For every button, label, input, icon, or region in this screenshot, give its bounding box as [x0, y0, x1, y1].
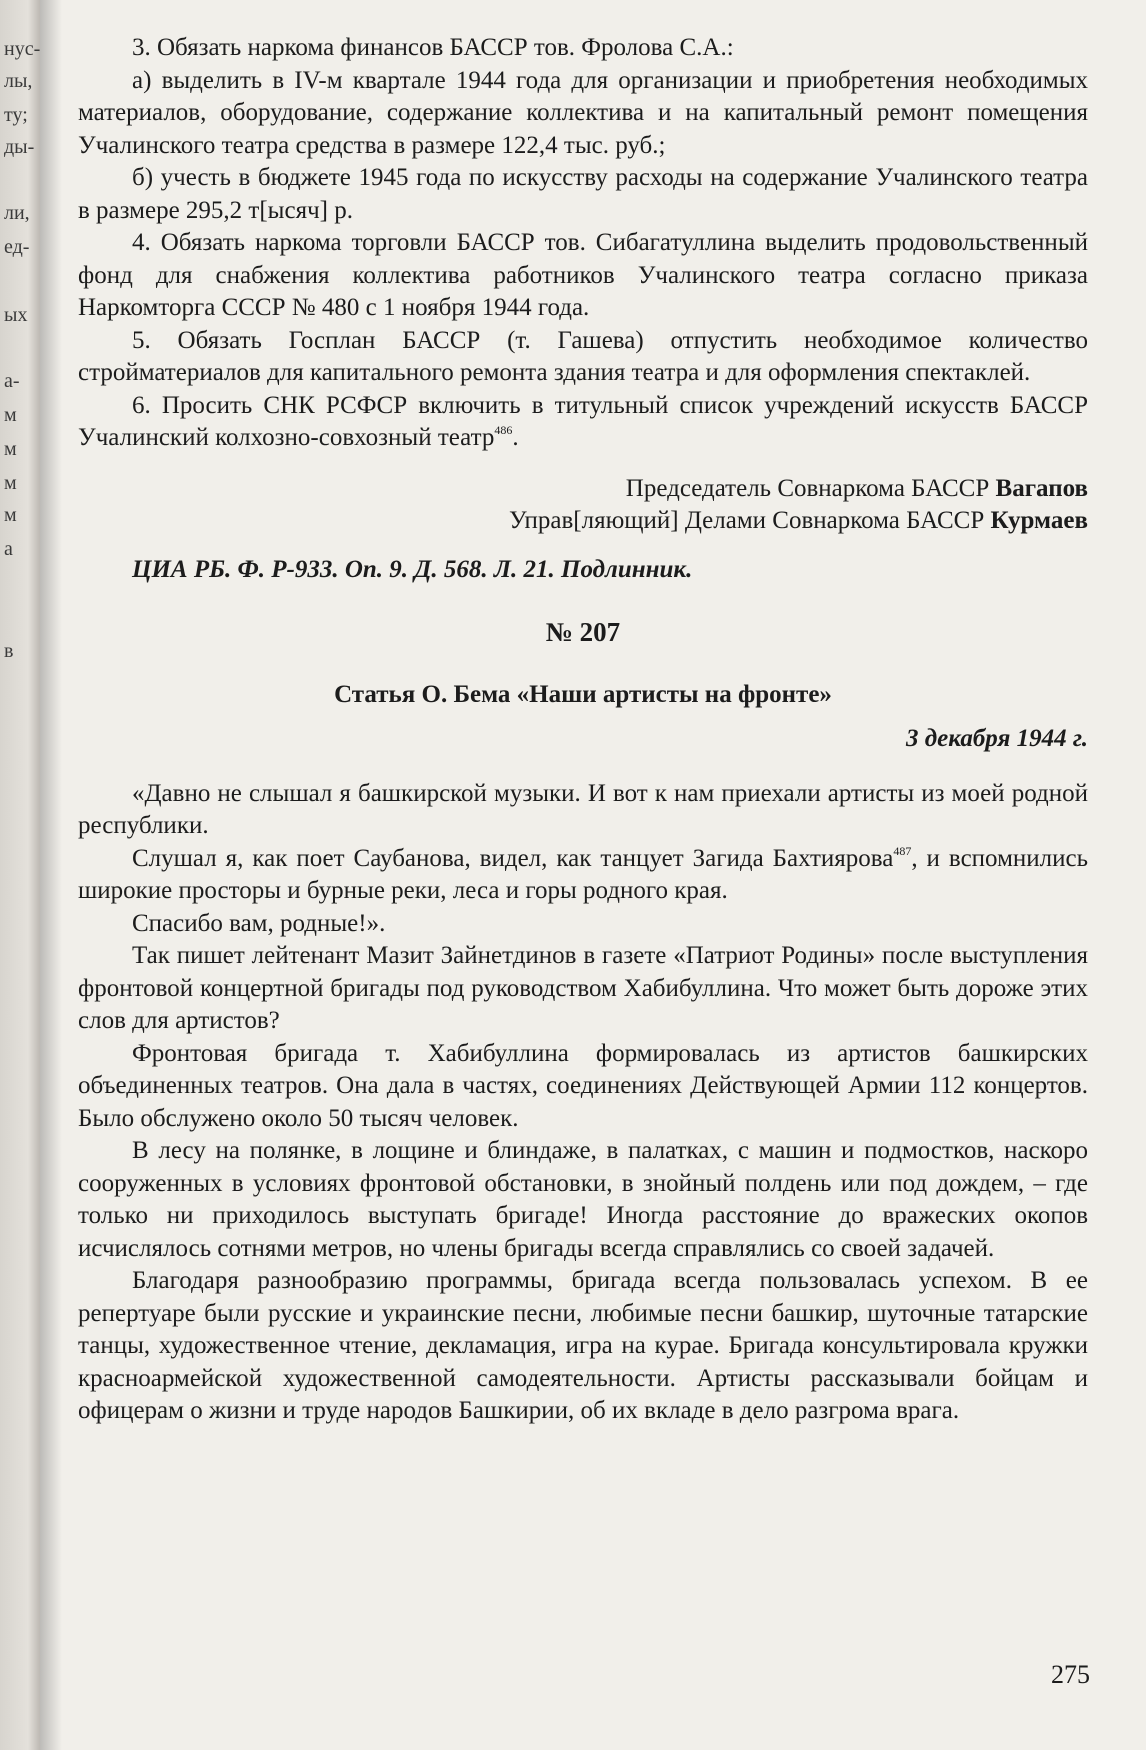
- footnote-marker: 486: [494, 423, 513, 437]
- page-text: [78, 32, 1088, 1428]
- footnote-marker: 487: [893, 843, 912, 858]
- paragraph-end: .: [512, 424, 519, 451]
- margin-fragment: а: [4, 538, 13, 560]
- margin-fragment: лы,: [4, 70, 33, 92]
- margin-fragment: м: [4, 404, 17, 426]
- paragraph: а) выделить в IV-м квартале 1944 года для организации и приобретения необходимых материалов, оборудование, содержание коллектива и на капитальный ремонт помещения Учалинского театра средства в размере 122,4 тыс. руб.;: [78, 66, 1088, 159]
- paragraph: 5. Обязать Госплан БАССР (т. Гашева) отпустить необходимое количество стройматериалов для капитального ремонта здания театра и для оформления спектаклей.: [78, 326, 1088, 386]
- margin-fragment: м: [4, 438, 17, 460]
- archive-reference: ЦИА РБ. Ф. Р-933. Оп. 9. Д. 568. Л. 21. Подлинник.: [132, 555, 693, 583]
- document-number: № 207: [545, 617, 621, 647]
- signature-line: [78, 505, 1088, 538]
- paragraph: б) учесть в бюджете 1945 года по искусству расходы на содержание Учалинского театра в размере 295,2 т[ысяч] р.: [78, 164, 1088, 224]
- paragraph: 4. Обязать наркома торговли БАССР тов. Сибагатуллина выделить продовольственный фонд для снабжения коллектива работников Учалинского театра согласно приказа Наркомторга СССР № 480 с 1 ноября 1944 года.: [78, 229, 1088, 321]
- page-number: 275: [1051, 1660, 1090, 1689]
- margin-fragment: ед-: [4, 236, 30, 258]
- margin-fragment: м: [4, 472, 17, 494]
- paragraph: Фронтовая бригада т. Хабибуллина формировалась из артистов башкирских объединенных театров. Она дала в частях, соединениях Действующей Армии 112 концертов. Было обслужено около 50 тысяч человек.: [78, 1039, 1088, 1132]
- paragraph: [78, 390, 1088, 455]
- margin-fragment: ли,: [4, 202, 30, 224]
- paragraph: В лесу на полянке, в лощине и блиндаже, в палатках, с машин и подмостков, наскоро сооруженных в условиях фронтовой обстановки, в знойный полдень или под дождем, – где только ни приходилось выступать бригаде! Иногда расстояние до вражеских окопов исчислялось сотнями метров, но члены бригады всегда справлялись со своей задачей.: [78, 1137, 1088, 1262]
- paragraph: Благодаря разнообразию программы, бригада всегда пользовалась успехом. В ее репертуаре были русские и украинские песни, любимые песни башкир, шуточные татарские танцы, художественное чтение, декламация, игра на курае. Бригада консультировала кружки красноармейской художественной самодеятельности. Артисты рассказывали бойцам и офицерам о жизни и труде народов Башкирии, об их вкладе в дело разгрома врага.: [78, 1267, 1088, 1424]
- paragraph: 3. Обязать наркома финансов БАССР тов. Фролова С.А.:: [132, 34, 734, 61]
- document-date: 3 декабря 1944 г.: [906, 725, 1088, 752]
- paragraph: [78, 843, 1088, 908]
- margin-fragment: нус-: [4, 38, 40, 60]
- paragraph: «Давно не слышал я башкирской музыки. И вот к нам приехали артисты из моей родной республики.: [78, 779, 1088, 839]
- margin-fragment: ту;: [4, 104, 28, 126]
- signature-line: [78, 473, 1088, 506]
- document-title: Статья О. Бема «Наши артисты на фронте»: [334, 680, 832, 708]
- facing-page-edge: [0, 0, 40, 1750]
- margin-fragment: ых: [4, 304, 28, 326]
- paragraph: Спасибо вам, родные!».: [132, 909, 386, 937]
- gutter-shadow: [40, 0, 62, 1750]
- paragraph-text: Слушал я, как поет Саубанова, видел, как танцует Загида Бахтиярова: [132, 844, 894, 872]
- margin-fragment: м: [4, 504, 17, 526]
- margin-fragment: а-: [4, 370, 20, 392]
- margin-fragment: в: [4, 640, 14, 662]
- signature-name: Вагапов: [995, 474, 1088, 502]
- paragraph: Так пишет лейтенант Мазит Зайнетдинов в газете «Патриот Родины» после выступления фронтовой концертной бригады под руководством Хабибуллина. Что может быть дороже этих слов для артистов?: [78, 942, 1088, 1034]
- signature-role: Управ[ляющий] Делами Совнаркома БАССР: [508, 507, 985, 534]
- signature-name: Курмаев: [990, 507, 1088, 534]
- signature-role: Председатель Совнаркома БАССР: [625, 474, 990, 502]
- margin-fragment: ды-: [4, 136, 35, 158]
- paragraph-text: 6. Просить СНК РСФСР включить в титульный список учреждений искусств БАССР Учалинский колхозно-совхозный театр: [78, 391, 1088, 451]
- paragraph-text: , и вспомнились широкие просторы и бурные реки, леса и горы родного края.: [78, 844, 1088, 904]
